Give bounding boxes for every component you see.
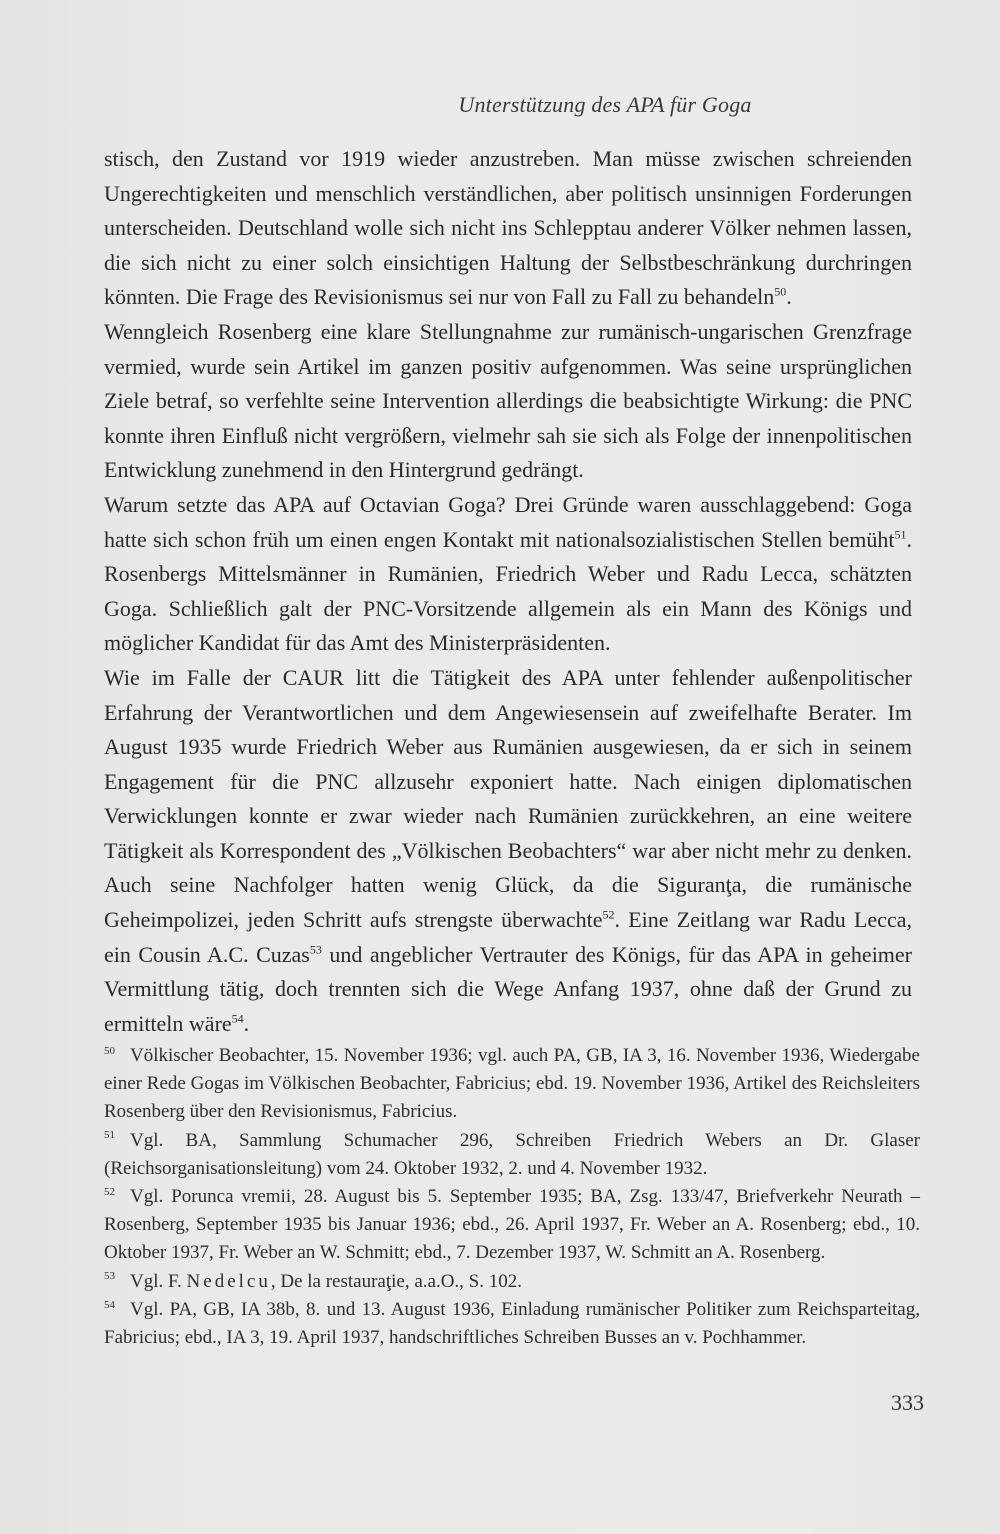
footnote-text: Vgl. BA, Sammlung Schumacher 296, Schreiben Friedrich Webers an Dr. Glaser (Reichsorganisationsleitung) vom 24. Oktober 1932, 2. und 4. November 1932.: [104, 1129, 920, 1179]
text-segment: Wie im Falle der CAUR litt die Tätigkeit des APA unter fehlender außenpolitischer Erfahrung der Verantwortlichen und dem Angewiesensein auf zweifelhafte Berater. Im August 1935 wurde Friedrich Weber aus Rumänien ausgewiesen, da er sich in seinem Engagement für die PNC allzusehr exponiert hatte. Nach einigen diplomatischen Verwicklungen konnte er zwar wieder nach Rumänien zurückkehren, an eine weitere Tätigkeit als Korrespondent des „Völkischen Beobachters“ war aber nicht mehr zu denken. Auch seine Nachfolger hatten wenig Glück, da die Siguranţa, die rumänische Geheimpolizei, jeden Schritt aufs strengste überwachte: [104, 664, 912, 933]
footnote-ref: 52: [602, 907, 615, 922]
text-segment: . Eine Zeitlang war Radu Lecca, ein Cousin A.C. Cuzas: [104, 907, 912, 967]
text-segment: Warum setzte das APA auf Octavian Goga? Drei Gründe waren ausschlaggebend: Goga hatte sich schon früh um einen engen Kontakt mit nationalsozialistischen Stellen bemüht: [104, 491, 912, 552]
footnote-text: Vgl. Porunca vremii, 28. August bis 5. September 1935; BA, Zsg. 133/47, Briefverkehr Neurath – Rosenberg, September 1935 bis Januar 1936; ebd., 26. April 1937, Fr. Weber an A. Rosenberg; ebd., 10. Oktober 1937, Fr. Weber an W. Schmitt; ebd., 7. Dezember 1937, W. Schmitt an A. Rosenberg.: [104, 1186, 920, 1264]
footnote-54: 54 Vgl. PA, GB, IA 38b, 8. und 13. August 1936, Einladung rumänischer Politiker zum Reichsparteitag, Fabricius; ebd., IA 3, 19. April 1937, handschriftliches Schreiben Busses an v. Pochhammer.: [104, 1298, 920, 1349]
text-segment: Wenngleich Rosenberg eine klare Stellungnahme zur rumänisch-ungarischen Grenzfrage vermied, wurde sein Artikel im ganzen positiv aufgenommen. Was seine ursprünglichen Ziele betraf, so verfehlte seine Intervention allerdings die beabsichtigte Wirkung: die PNC konnte ihren Einfluß nicht vergrößern, vielmehr sah sie sich als Folge der innenpolitischen Entwicklung zunehmend in den Hintergrund gedrängt.: [104, 318, 912, 483]
text-segment: .: [786, 284, 792, 310]
footnote-text: Vgl. PA, GB, IA 38b, 8. und 13. August 1936, Einladung rumänischer Politiker zum Reichsparteitag, Fabricius; ebd., IA 3, 19. April 1937, handschriftliches Schreiben Busses an v. Pochhammer.: [104, 1298, 920, 1349]
paragraph: [104, 661, 912, 1042]
footnotes: [104, 1042, 920, 1352]
footnote-51: 51 Vgl. BA, Sammlung Schumacher 296, Schreiben Friedrich Webers an Dr. Glaser (Reichsorganisationsleitung) vom 24. Oktober 1932, 2. und 4. November 1932.: [104, 1129, 920, 1179]
body-text: [104, 142, 912, 1041]
footnote-52: 52 Vgl. Porunca vremii, 28. August bis 5. September 1935; BA, Zsg. 133/47, Briefverkehr Neurath – Rosenberg, September 1935 bis Januar 1936; ebd., 26. April 1937, Fr. Weber an A. Rosenberg; ebd., 10. Oktober 1937, Fr. Weber an W. Schmitt; ebd., 7. Dezember 1937, W. Schmitt an A. Rosenberg.: [104, 1185, 920, 1264]
text-segment: . Rosenbergs Mittelsmänner in Rumänien, Friedrich Weber und Radu Lecca, schätzten Goga. Schließlich galt der PNC-Vorsitzende allgemein als ein Mann des Königs und möglicher Kandidat für das Amt des Ministerpräsidenten.: [104, 526, 912, 656]
footnote-text: Völkischer Beobachter, 15. November 1936; vgl. auch PA, GB, IA 3, 16. November 1936, Wiedergabe einer Rede Gogas im Völkischen Beobachter, Fabricius; ebd. 19. November 1936, Artikel des Reichsleiters Rosenberg über den Revisionismus, Fabricius.: [104, 1045, 920, 1123]
paragraph: [104, 488, 912, 661]
footnote-ref: 54: [231, 1011, 244, 1026]
footnote-text: , De la restauraţie, a.a.O., S. 102.: [270, 1270, 522, 1292]
footnote-50: 50 Völkischer Beobachter, 15. November 1936; vgl. auch PA, GB, IA 3, 16. November 1936, Wiedergabe einer Rede Gogas im Völkischen Beobachter, Fabricius; ebd. 19. November 1936, Artikel des Reichsleiters Rosenberg über den Revisionismus, Fabricius.: [104, 1044, 920, 1123]
footnote-ref: 51: [894, 527, 907, 542]
text-segment: stisch, den Zustand vor 1919 wieder anzustreben. Man müsse zwischen schreienden Ungerechtigkeiten und menschlich verständlichen, aber politisch unsinnigen Forderungen unterscheiden. Deutschland wolle sich nicht ins Schlepptau anderer Völker nehmen lassen, die sich nicht zu einer solch einsichtigen Haltung der Selbstbeschränkung durchringen könnten. Die Frage des Revisionismus sei nur von Fall zu Fall zu behandeln: [104, 146, 912, 310]
footnote-ref: 53: [309, 942, 322, 957]
page-number: 333: [891, 1390, 924, 1415]
text-segment: .: [243, 1010, 250, 1036]
paragraph: [104, 315, 912, 488]
running-head: Unterstützung des APA für Goga: [458, 92, 752, 117]
footnote-53: 53 Vgl. F. Nedelcu, De la restauraţie, a.a.O., S. 102.: [104, 1270, 522, 1292]
footnote-text: Vgl. F.: [130, 1270, 187, 1292]
text-segment: und angeblicher Vertrauter des Königs, für das APA in geheimer Vermittlung tätig, doch trennten sich die Wege Anfang 1937, ohne daß der Grund zu ermitteln wäre: [104, 941, 913, 1036]
author-name: Nedelcu: [186, 1270, 271, 1292]
paragraph: [104, 142, 912, 315]
footnote-ref: 50: [774, 285, 787, 300]
